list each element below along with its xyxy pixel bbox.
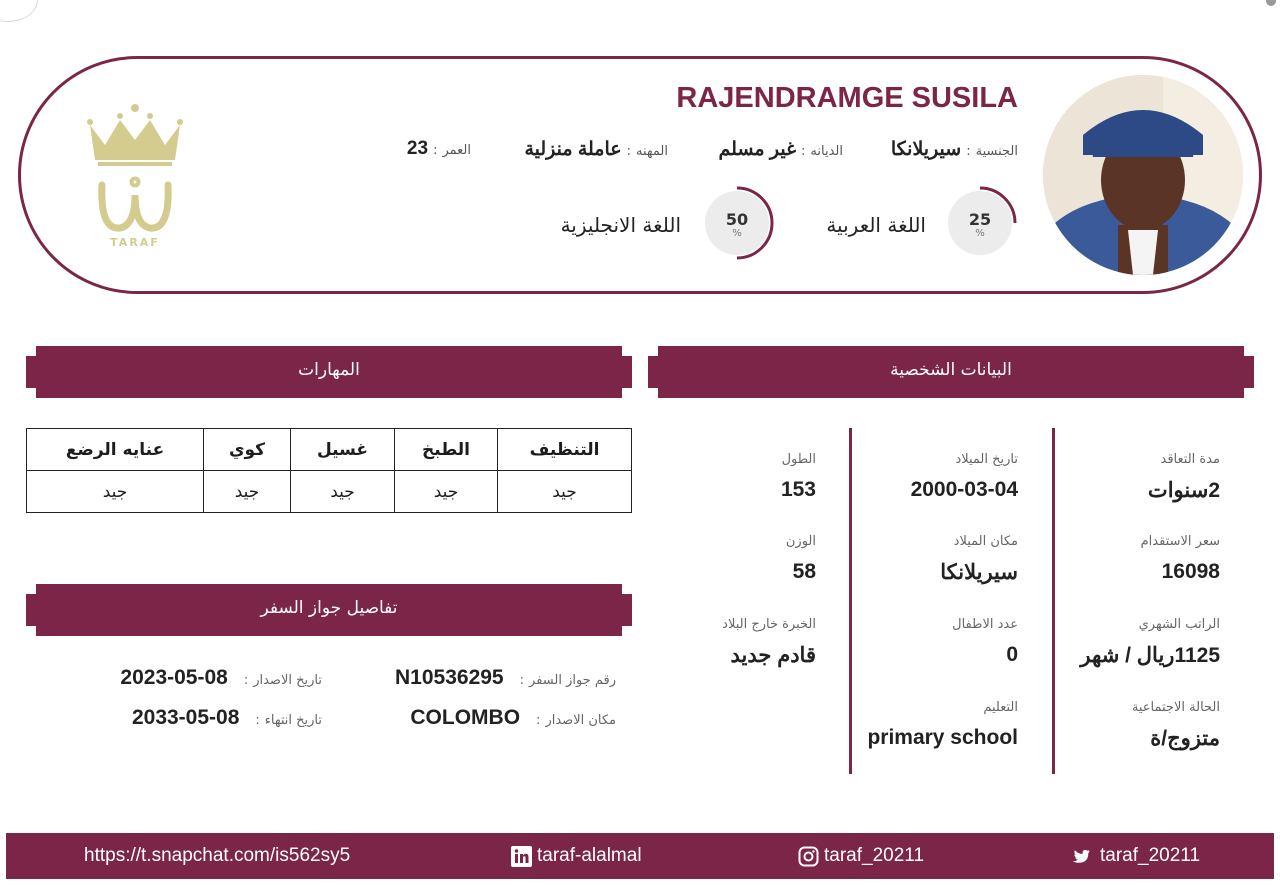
birthplace-value: سيريلانكا <box>940 561 1018 584</box>
twitter-link-text: taraf_20211 <box>1100 845 1201 866</box>
profession-value: عاملة منزلية <box>524 139 622 160</box>
separator: : <box>801 144 806 159</box>
skills-value-row <box>27 471 632 513</box>
recruitment-cost-field <box>1141 534 1220 584</box>
logo-text: TARAF <box>110 236 160 249</box>
linkedin-link[interactable] <box>511 845 642 867</box>
birthplace-field <box>940 534 1018 585</box>
passport-section-title: تفاصيل جواز السفر <box>260 598 398 618</box>
contract-duration-field <box>1148 452 1220 503</box>
passport-number-label: رقم جواز السفر <box>529 673 616 688</box>
arabic-level-value: 25 <box>968 210 992 229</box>
children-count-label: عدد الاطفال <box>952 617 1018 632</box>
separator: : <box>255 713 260 728</box>
age-value: 23 <box>406 138 429 159</box>
english-level-unit: % <box>732 228 742 239</box>
issue-date-value: 2023-05-08 <box>120 666 228 689</box>
marital-status-field <box>1132 700 1220 751</box>
contract-duration-label: مدة التعاقد <box>1160 452 1220 467</box>
separator: : <box>536 713 541 728</box>
experience-field <box>722 617 816 668</box>
profession-label: المهنه <box>636 144 668 159</box>
recruitment-cost-value: 16098 <box>1161 560 1220 583</box>
children-count-field <box>952 617 1018 667</box>
separator: : <box>626 144 632 159</box>
height-label: الطول <box>781 452 816 467</box>
skill-header-cleaning: التنظيف <box>498 429 632 471</box>
skill-value-cleaning: جيد <box>498 471 632 513</box>
skill-value-ironing: جيد <box>204 471 291 513</box>
recruitment-cost-label: سعر الاستقدام <box>1140 534 1220 549</box>
height-field <box>781 452 816 502</box>
expiry-date-value: 2033-05-08 <box>131 706 240 729</box>
profile-photo <box>1043 75 1243 275</box>
birthdate-field <box>911 452 1018 502</box>
skill-header-babycare: عنايه الرضع <box>27 429 204 471</box>
weight-field <box>786 534 816 584</box>
skills-section-title: المهارات <box>298 360 360 380</box>
education-value: primary school <box>867 726 1018 749</box>
issue-date-label: تاريخ الاصدار <box>253 673 322 688</box>
arabic-level-gauge <box>943 186 1017 260</box>
snapchat-link[interactable] <box>84 845 350 867</box>
monthly-salary-value: 1125ريال / شهر <box>1080 644 1220 667</box>
issue-place-value: COLOMBO <box>410 706 521 729</box>
marital-status-value: متزوج/ة <box>1150 727 1220 750</box>
expiry-date-row <box>132 706 322 730</box>
religion-label: الديانه <box>810 144 843 159</box>
separator: : <box>966 144 971 159</box>
birthplace-label: مكان الميلاد <box>953 534 1018 549</box>
age-info <box>407 138 471 160</box>
column-divider <box>849 428 852 774</box>
marital-status-label: الحالة الاجتماعية <box>1131 700 1220 715</box>
weight-value: 58 <box>792 560 816 583</box>
skills-table <box>26 428 632 513</box>
separator: : <box>519 673 525 688</box>
instagram-icon <box>798 846 819 867</box>
age-label: العمر <box>442 143 471 158</box>
nationality-label: الجنسية <box>975 144 1018 159</box>
experience-label: الخبرة خارج البلاد <box>722 617 816 632</box>
column-divider <box>1052 428 1055 774</box>
arabic-language-label: اللغة العربية <box>826 213 926 237</box>
expiry-date-label: تاريخ انتهاء <box>264 713 322 728</box>
passport-number-row <box>395 666 616 690</box>
issue-place-label: مكان الاصدار <box>545 713 616 728</box>
english-level-gauge <box>700 186 774 260</box>
skill-value-babycare: جيد <box>27 471 204 513</box>
weight-label: الوزن <box>785 534 816 549</box>
separator: : <box>243 673 249 688</box>
taraf-logo <box>80 100 190 250</box>
separator: : <box>433 143 438 158</box>
linkedin-link-text: taraf-alalmal <box>537 845 642 866</box>
education-label: التعليم <box>983 700 1018 715</box>
issue-date-row <box>120 666 322 690</box>
passport-section-header <box>26 584 632 636</box>
monthly-salary-label: الراتب الشهري <box>1138 617 1220 632</box>
issue-place-row <box>410 706 616 730</box>
skill-value-cooking: جيد <box>395 471 498 513</box>
instagram-link[interactable] <box>798 845 924 867</box>
skills-section-header <box>26 346 632 398</box>
candidate-name: RAJENDRAMGE SUSILA <box>676 82 1018 114</box>
skills-header-row <box>27 429 632 471</box>
english-level-value: 50 <box>725 210 749 229</box>
education-field <box>867 700 1018 750</box>
skill-header-cooking: الطبخ <box>395 429 498 471</box>
skill-value-washing: جيد <box>291 471 395 513</box>
religion-value: غير مسلم <box>718 139 797 160</box>
monthly-salary-field <box>1080 617 1220 668</box>
corner-dot <box>1266 0 1276 6</box>
passport-number-value: N10536295 <box>395 666 504 689</box>
religion-info <box>719 138 843 161</box>
height-value: 153 <box>780 478 816 501</box>
instagram-link-text: taraf_20211 <box>824 845 925 866</box>
birthdate-value: 2000-03-04 <box>910 478 1018 501</box>
social-footer <box>6 833 1274 879</box>
children-count-value: 0 <box>1006 643 1018 666</box>
personal-section-title: البيانات الشخصية <box>890 360 1012 380</box>
english-language-label: اللغة الانجليزية <box>560 213 681 237</box>
corner-decoration <box>0 0 38 22</box>
twitter-icon <box>1072 847 1095 866</box>
arabic-level-unit: % <box>975 228 985 239</box>
profession-info <box>524 138 668 161</box>
contract-duration-value: 2سنوات <box>1147 479 1220 502</box>
twitter-link[interactable] <box>1072 845 1200 867</box>
snapchat-link-text: https://t.snapchat.com/is562sy5 <box>84 845 351 866</box>
personal-section-header <box>648 346 1254 398</box>
birthdate-label: تاريخ الميلاد <box>955 452 1018 467</box>
linkedin-icon <box>511 846 532 867</box>
skill-header-washing: غسيل <box>291 429 395 471</box>
nationality-info <box>891 138 1018 161</box>
experience-value: قادم جديد <box>730 644 816 667</box>
skill-header-ironing: كوي <box>204 429 291 471</box>
nationality-value: سيريلانكا <box>890 139 962 160</box>
